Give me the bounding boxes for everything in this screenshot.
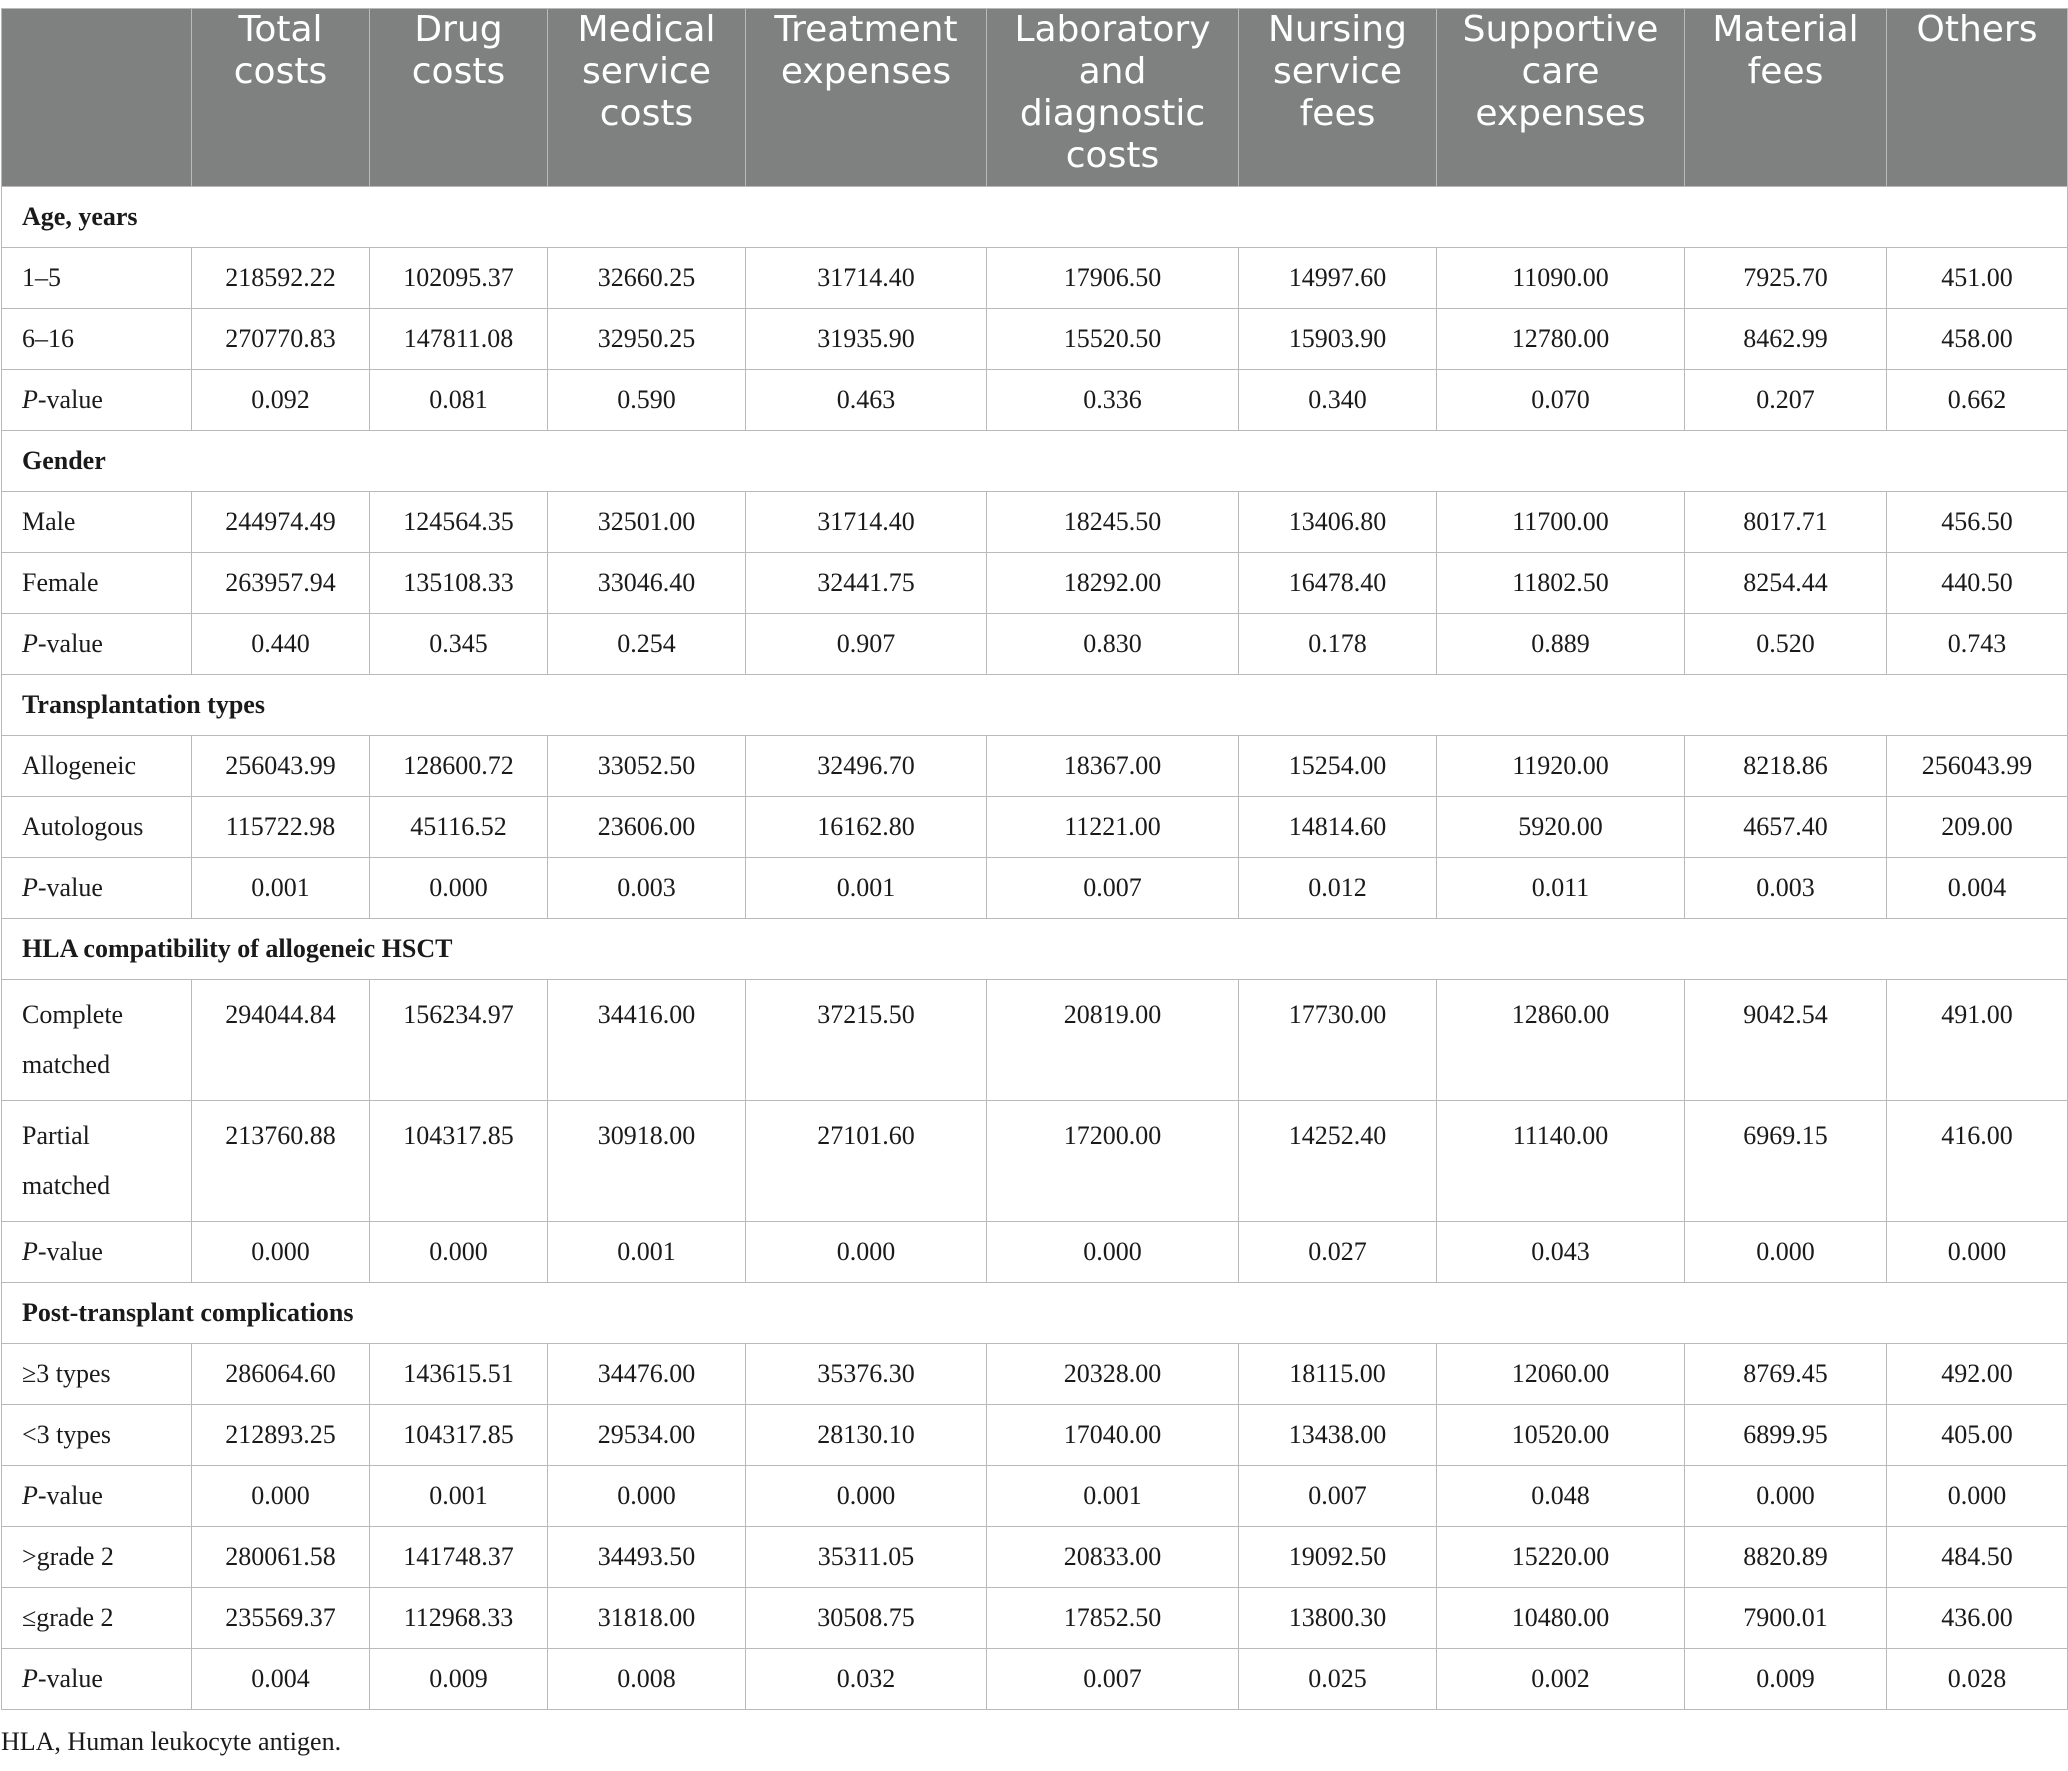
table-cell: 0.254 [548,614,746,675]
row-label [2,1466,192,1527]
table-cell: 212893.25 [192,1405,370,1466]
table-cell: 0.520 [1685,614,1887,675]
table-cell: 104317.85 [370,1101,548,1222]
table-cell: 0.001 [746,858,987,919]
table-cell: 416.00 [1887,1101,2068,1222]
table-cell: 32441.75 [746,553,987,614]
table-cell: 135108.33 [370,553,548,614]
table-cell: 33046.40 [548,553,746,614]
table-cell: 17040.00 [987,1405,1239,1466]
table-cell: 147811.08 [370,309,548,370]
table-cell: 0.440 [192,614,370,675]
row-label: Partial matched [2,1101,192,1222]
row-label: >grade 2 [2,1527,192,1588]
p-symbol: P [22,873,38,902]
table-cell: 218592.22 [192,248,370,309]
cost-table [1,8,2068,1710]
table-cell: 18245.50 [987,492,1239,553]
table-cell: 18115.00 [1239,1344,1437,1405]
table-cell: 0.081 [370,370,548,431]
table-row [2,1466,2068,1527]
table-cell: 0.092 [192,370,370,431]
table-cell: 286064.60 [192,1344,370,1405]
table-cell: 0.000 [1887,1222,2068,1283]
table-row [2,492,2068,553]
table-cell: 15903.90 [1239,309,1437,370]
table-cell: 0.004 [192,1649,370,1710]
table-cell: 270770.83 [192,309,370,370]
table-cell: 263957.94 [192,553,370,614]
table-cell: 31818.00 [548,1588,746,1649]
row-label [2,1222,192,1283]
table-cell: 0.000 [192,1222,370,1283]
table-cell: 0.001 [192,858,370,919]
section-title: Gender [2,431,2068,492]
table-cell: 5920.00 [1437,797,1685,858]
table-cell: 0.000 [746,1466,987,1527]
p-symbol: P [22,385,38,414]
table-cell: 8820.89 [1685,1527,1887,1588]
table-cell: 29534.00 [548,1405,746,1466]
table-cell: 45116.52 [370,797,548,858]
table-cell: 451.00 [1887,248,2068,309]
table-cell: 0.001 [370,1466,548,1527]
row-label [2,614,192,675]
table-cell: 0.000 [746,1222,987,1283]
p-symbol: P [22,1237,38,1266]
row-label [2,1649,192,1710]
table-body [2,187,2068,1710]
table-cell: 34493.50 [548,1527,746,1588]
table-row [2,370,2068,431]
column-header: Drug costs [370,9,548,187]
row-label: <3 types [2,1405,192,1466]
table-cell: 20833.00 [987,1527,1239,1588]
p-value-suffix: -value [37,629,103,658]
table-cell: 33052.50 [548,736,746,797]
table-cell: 128600.72 [370,736,548,797]
table-row [2,1405,2068,1466]
table-cell: 0.002 [1437,1649,1685,1710]
table-cell: 0.463 [746,370,987,431]
table-cell: 256043.99 [1887,736,2068,797]
table-cell: 0.000 [370,1222,548,1283]
table-cell: 16162.80 [746,797,987,858]
column-header: Nursing service fees [1239,9,1437,187]
table-cell: 256043.99 [192,736,370,797]
column-header: Total costs [192,9,370,187]
table-cell: 0.012 [1239,858,1437,919]
section-title: Transplantation types [2,675,2068,736]
table-cell: 11221.00 [987,797,1239,858]
table-cell: 436.00 [1887,1588,2068,1649]
section-row [2,187,2068,248]
table-cell: 9042.54 [1685,980,1887,1101]
table-row [2,1527,2068,1588]
row-label: 6–16 [2,309,192,370]
table-cell: 491.00 [1887,980,2068,1101]
section-row [2,919,2068,980]
table-row [2,1649,2068,1710]
row-label: 1–5 [2,248,192,309]
table-cell: 14252.40 [1239,1101,1437,1222]
table-cell: 209.00 [1887,797,2068,858]
table-cell: 0.009 [370,1649,548,1710]
table-cell: 31935.90 [746,309,987,370]
table-cell: 32950.25 [548,309,746,370]
table-cell: 0.000 [548,1466,746,1527]
table-header [2,9,2068,187]
table-row [2,980,2068,1101]
table-cell: 12860.00 [1437,980,1685,1101]
table-row [2,797,2068,858]
table-cell: 17852.50 [987,1588,1239,1649]
table-cell: 8254.44 [1685,553,1887,614]
table-cell: 244974.49 [192,492,370,553]
table-cell: 102095.37 [370,248,548,309]
table-cell: 0.662 [1887,370,2068,431]
table-cell: 31714.40 [746,492,987,553]
table-cell: 0.009 [1685,1649,1887,1710]
table-cell: 27101.60 [746,1101,987,1222]
table-cell: 30918.00 [548,1101,746,1222]
table-cell: 440.50 [1887,553,2068,614]
table-cell: 7925.70 [1685,248,1887,309]
table-cell: 0.178 [1239,614,1437,675]
p-symbol: P [22,1664,38,1693]
column-header: Supportive care expenses [1437,9,1685,187]
table-cell: 13406.80 [1239,492,1437,553]
table-cell: 156234.97 [370,980,548,1101]
table-cell: 18367.00 [987,736,1239,797]
table-cell: 23606.00 [548,797,746,858]
row-label: Female [2,553,192,614]
table-cell: 280061.58 [192,1527,370,1588]
p-value-suffix: -value [37,1664,103,1693]
table-cell: 11920.00 [1437,736,1685,797]
table-cell: 30508.75 [746,1588,987,1649]
section-row [2,675,2068,736]
table-cell: 0.027 [1239,1222,1437,1283]
table-cell: 0.590 [548,370,746,431]
header-row [2,9,2068,187]
table-cell: 12060.00 [1437,1344,1685,1405]
row-label: Autologous [2,797,192,858]
table-cell: 0.000 [1685,1222,1887,1283]
table-row [2,553,2068,614]
table-cell: 31714.40 [746,248,987,309]
table-cell: 104317.85 [370,1405,548,1466]
table-cell: 0.830 [987,614,1239,675]
table-cell: 0.207 [1685,370,1887,431]
p-value-suffix: -value [37,873,103,902]
row-label [2,370,192,431]
table-cell: 15520.50 [987,309,1239,370]
table-cell: 10480.00 [1437,1588,1685,1649]
table-cell: 235569.37 [192,1588,370,1649]
table-row [2,1344,2068,1405]
table-cell: 12780.00 [1437,309,1685,370]
table-cell: 0.004 [1887,858,2068,919]
table-cell: 11140.00 [1437,1101,1685,1222]
table-cell: 8462.99 [1685,309,1887,370]
table-cell: 17906.50 [987,248,1239,309]
table-cell: 15220.00 [1437,1527,1685,1588]
column-header: Treatment expenses [746,9,987,187]
p-value-suffix: -value [37,1481,103,1510]
table-cell: 16478.40 [1239,553,1437,614]
table-cell: 14814.60 [1239,797,1437,858]
table-cell: 34476.00 [548,1344,746,1405]
table-row [2,1101,2068,1222]
table-cell: 0.032 [746,1649,987,1710]
table-cell: 458.00 [1887,309,2068,370]
table-row [2,858,2068,919]
table-cell: 141748.37 [370,1527,548,1588]
table-cell: 294044.84 [192,980,370,1101]
table-cell: 34416.00 [548,980,746,1101]
table-cell: 0.345 [370,614,548,675]
table-cell: 115722.98 [192,797,370,858]
table-cell: 0.028 [1887,1649,2068,1710]
table-cell: 0.003 [1685,858,1887,919]
row-label: ≤grade 2 [2,1588,192,1649]
table-cell: 0.000 [1685,1466,1887,1527]
row-label: Male [2,492,192,553]
table-cell: 143615.51 [370,1344,548,1405]
table-cell: 0.043 [1437,1222,1685,1283]
table-row [2,1588,2068,1649]
table-cell: 0.907 [746,614,987,675]
table-cell: 11700.00 [1437,492,1685,553]
row-label [2,858,192,919]
table-cell: 19092.50 [1239,1527,1437,1588]
table-cell: 484.50 [1887,1527,2068,1588]
table-cell: 0.007 [987,858,1239,919]
column-header: Medical service costs [548,9,746,187]
table-cell: 0.048 [1437,1466,1685,1527]
table-cell: 14997.60 [1239,248,1437,309]
table-cell: 0.000 [1887,1466,2068,1527]
table-cell: 124564.35 [370,492,548,553]
table-cell: 32501.00 [548,492,746,553]
table-cell: 32660.25 [548,248,746,309]
table-cell: 13800.30 [1239,1588,1437,1649]
table-cell: 0.000 [370,858,548,919]
table-cell: 15254.00 [1239,736,1437,797]
table-row [2,1222,2068,1283]
p-symbol: P [22,629,38,658]
p-value-suffix: -value [37,1237,103,1266]
row-label: ≥3 types [2,1344,192,1405]
table-cell: 0.025 [1239,1649,1437,1710]
table-cell: 0.000 [987,1222,1239,1283]
table-row [2,736,2068,797]
table-cell: 0.000 [192,1466,370,1527]
table-cell: 35311.05 [746,1527,987,1588]
table-cell: 0.008 [548,1649,746,1710]
table-cell: 32496.70 [746,736,987,797]
table-cell: 456.50 [1887,492,2068,553]
table-cell: 37215.50 [746,980,987,1101]
table-cell: 6899.95 [1685,1405,1887,1466]
table-cell: 8769.45 [1685,1344,1887,1405]
p-symbol: P [22,1481,38,1510]
table-cell: 6969.15 [1685,1101,1887,1222]
table-cell: 18292.00 [987,553,1239,614]
table-cell: 4657.40 [1685,797,1887,858]
table-cell: 0.340 [1239,370,1437,431]
table-cell: 13438.00 [1239,1405,1437,1466]
table-cell: 0.001 [548,1222,746,1283]
table-cell: 112968.33 [370,1588,548,1649]
row-label: Allogeneic [2,736,192,797]
table-cell: 7900.01 [1685,1588,1887,1649]
table-cell: 8017.71 [1685,492,1887,553]
section-title: Age, years [2,187,2068,248]
row-label: Complete matched [2,980,192,1101]
column-header: Others [1887,9,2068,187]
column-header: Laboratory and diagnostic costs [987,9,1239,187]
table-cell: 0.001 [987,1466,1239,1527]
table-cell: 0.007 [987,1649,1239,1710]
table-cell: 492.00 [1887,1344,2068,1405]
table-cell: 11090.00 [1437,248,1685,309]
table-cell: 0.743 [1887,614,2068,675]
table-cell: 0.889 [1437,614,1685,675]
table-cell: 35376.30 [746,1344,987,1405]
table-row [2,309,2068,370]
p-value-suffix: -value [37,385,103,414]
table-cell: 10520.00 [1437,1405,1685,1466]
table-cell: 11802.50 [1437,553,1685,614]
table-footnote: HLA, Human leukocyte antigen. [1,1727,342,1756]
table-cell: 405.00 [1887,1405,2068,1466]
table-cell: 0.070 [1437,370,1685,431]
table-cell: 28130.10 [746,1405,987,1466]
table-row [2,614,2068,675]
table-cell: 213760.88 [192,1101,370,1222]
table-cell: 0.003 [548,858,746,919]
section-row [2,431,2068,492]
section-title: HLA compatibility of allogeneic HSCT [2,919,2068,980]
column-header: Material fees [1685,9,1887,187]
table-cell: 0.336 [987,370,1239,431]
table-cell: 17730.00 [1239,980,1437,1101]
section-row [2,1283,2068,1344]
table-cell: 20328.00 [987,1344,1239,1405]
table-cell: 0.011 [1437,858,1685,919]
table-cell: 17200.00 [987,1101,1239,1222]
section-title: Post-transplant complications [2,1283,2068,1344]
table-cell: 0.007 [1239,1466,1437,1527]
table-cell: 20819.00 [987,980,1239,1101]
table-cell: 8218.86 [1685,736,1887,797]
table-row [2,248,2068,309]
header-cell-blank [2,9,192,187]
